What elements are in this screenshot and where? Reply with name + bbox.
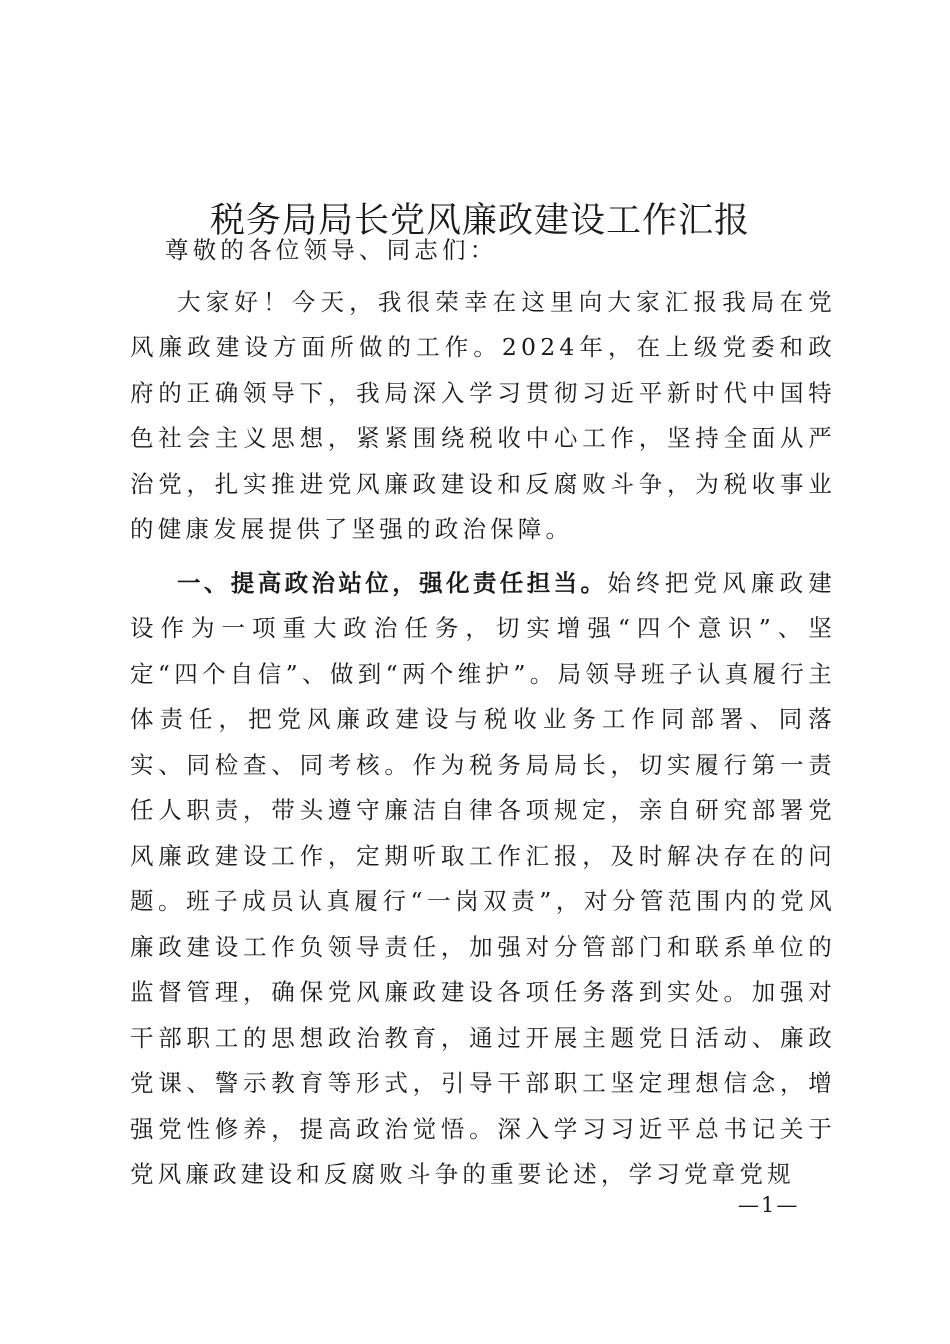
document-title: 税务局局长党风廉政建设工作汇报 [209, 201, 750, 242]
section-body: 始终把党风廉政建设作为一项重大政治任务，切实增强“四个意识”、坚定“四个自信”、做到“两个维护”。局领导班子认真履行主体责任，把党风廉政建设与税收业务工作同部署、同落实、同检查、同考核。作为税务局局长，切实履行第一责任人职责，带头遵守廉洁自律各项规定，亲自研究部署党风廉政建设工作，定期听取工作汇报，及时解决存在的问题。班子成员认真履行“一岗双责”，对分管范围内的党风廉政建设工作负领导责任，加强对分管部门和联系单位的监督管理，确保党风廉政建设各项任务落到实处。加强对干部职工的思想政治教育，通过开展主题党日活动、廉政党课、警示教育等形式，引导干部职工坚定理想信念，增强党性修养，提高政治觉悟。深入学习习近平总书记关于党风廉政建设和反腐败斗争的重要论述，学习党章党规 [130, 568, 836, 1188]
section-heading: 一、提高政治站位，强化责任担当。 [177, 568, 608, 597]
paragraph-intro: 大家好！今天，我很荣幸在这里向大家汇报我局在党风廉政建设方面所做的工作。2024年，在上级党委和政府的正确领导下，我局深入学习贯彻习近平新时代中国特色社会主义思想，紧紧围绕税收中心工作，坚持全面从严治党，扎实推进党风廉政建设和反腐败斗争，为税收事业的健康发展提供了坚强的政治保障。 [130, 287, 836, 543]
page-number: —1— [738, 1193, 800, 1217]
paragraph-section-1 [130, 561, 836, 1198]
salutation: 尊敬的各位领导、同志们： [165, 236, 498, 264]
document-body [130, 228, 836, 1198]
